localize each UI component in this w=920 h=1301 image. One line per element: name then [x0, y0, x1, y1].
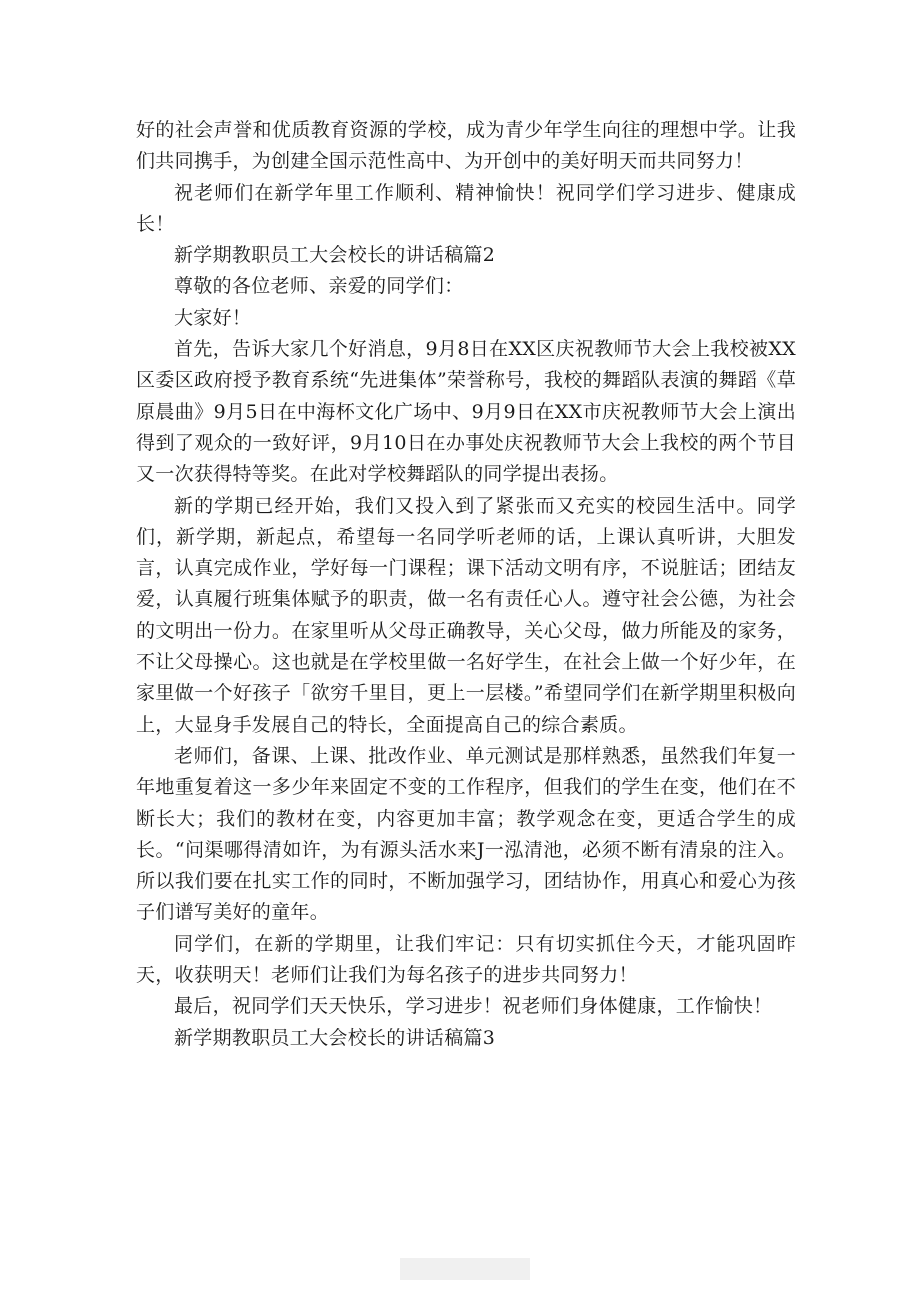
paragraph-new-semester: 新的学期已经开始，我们又投入到了紧张而又充实的校园生活中。同学们，新学期，新起点，希望每一名同学听老师的话，上课认真听讲，大胆发言，认真完成作业，学好每一门课程；课下活动文明有序，不说脏话；团结友爱，认真履行班集体赋予的职责，做一名有责任心人。遵守社会公德，为社会的文明出一份力。在家里听从父母正确教导，关心父母，做力所能及的家务，不让父母操心。这也就是在学校里做一名好学生，在社会上做一个好少年，在家里做一个好孩子「欲穷千里目，更上一层楼。”希望同学们在新学期里积极向上，大显身手发展自己的特长，全面提高自己的综合素质。 [136, 494, 796, 736]
document-body [136, 115, 796, 1054]
greeting: 大家好！ [174, 306, 252, 329]
paragraph-continued: 好的社会声誉和优质教育资源的学校，成为青少年学生向往的理想中学。让我们共同携手，为创建全国示范性高中、为开创中的美好明天而共同努力！ [136, 119, 796, 173]
salutation: 尊敬的各位老师、亲爱的同学们： [174, 275, 464, 298]
paragraph-good-news: 首先，告诉大家几个好消息，9月8日在XX区庆祝教师节大会上我校被XX区委区政府授予教育系统“先进集体”荣誉称号，我校的舞蹈队表演的舞蹈《草原晨曲》9月5日在中海杯文化广场中、9月9日在XX市庆祝教师节大会上演出得到了观众的一致好评，9月10日在办事处庆祝教师节大会上我校的两个节目又一次获得特等奖。在此对学校舞蹈队的同学提出表扬。 [136, 338, 796, 486]
paragraph-closing: 最后，祝同学们天天快乐，学习进步！祝老师们身体健康，工作愉快！ [174, 995, 773, 1018]
paragraph-wishes: 祝老师们在新学年里工作顺利、精神愉快！祝同学们学习进步、健康成长！ [136, 181, 796, 235]
paragraph-teachers: 老师们，备课、上课、批改作业、单元测试是那样熟悉，虽然我们年复一年地重复着这一多少年来固定不变的工作程序，但我们的学生在变，他们在不断长大；我们的教材在变，内容更加丰富；教学观念在变，更适合学生的成长。“问渠哪得清如许，为有源头活水来J一泓清池，必须不断有清泉的注入。所以我们要在扎实工作的同时，不断加强学习，团结协作，用真心和爱心为孩子们谱写美好的童年。 [136, 744, 796, 924]
paragraph-students: 同学们，在新的学期里，让我们牢记：只有切实抓住今天，才能巩固昨天，收获明天！老师们让我们为每名孩子的进步共同努力！ [136, 932, 796, 987]
section-heading: 新学期教职员工大会校长的讲话稿篇3 [174, 1026, 496, 1049]
section-heading: 新学期教职员工大会校长的讲话稿篇2 [174, 244, 496, 267]
page-footer-bar [400, 1258, 530, 1280]
